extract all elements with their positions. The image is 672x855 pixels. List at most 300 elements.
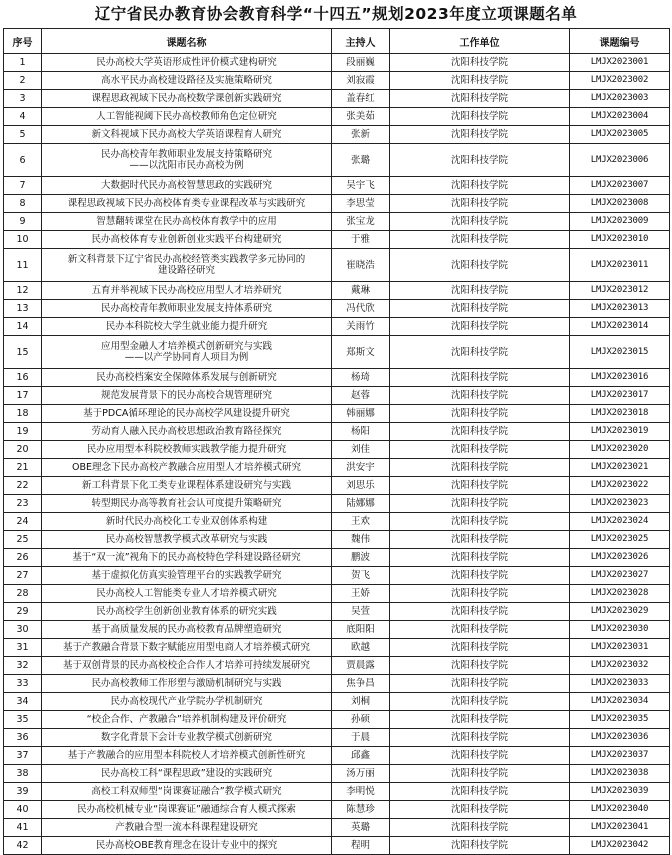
cell-no: 22: [4, 477, 42, 495]
cell-host: 于晨: [332, 729, 390, 747]
cell-no: 34: [4, 693, 42, 711]
cell-name: [42, 441, 332, 459]
cell-name: [42, 531, 332, 549]
cell-no: 18: [4, 405, 42, 423]
cell-host: 刘思乐: [332, 477, 390, 495]
cell-name-line1: 民办高校学生创新创业教育体系的研究实践: [96, 606, 277, 617]
cell-code: LMJX2023001: [570, 54, 670, 72]
cell-no: 6: [4, 144, 42, 177]
cell-host: 底阳阳: [332, 621, 390, 639]
cell-host: 贾晨露: [332, 657, 390, 675]
table-row: [4, 693, 670, 711]
cell-unit: 沈阳科技学院: [390, 531, 570, 549]
cell-no: 27: [4, 567, 42, 585]
cell-code: LMJX2023034: [570, 693, 670, 711]
table-row: [4, 231, 670, 249]
table-row: [4, 126, 670, 144]
table-row: [4, 459, 670, 477]
cell-host: 刘佳: [332, 441, 390, 459]
cell-name: [42, 177, 332, 195]
table-header-row: [4, 29, 670, 54]
cell-code: LMJX2023026: [570, 549, 670, 567]
cell-no: 4: [4, 108, 42, 126]
table-row: [4, 177, 670, 195]
cell-host: 刘寂霞: [332, 72, 390, 90]
cell-name-line1: 规范发展背景下的民办高校合规管理研究: [100, 390, 272, 401]
cell-name: [42, 336, 332, 369]
cell-name: [42, 693, 332, 711]
cell-code: LMJX2023003: [570, 90, 670, 108]
cell-name: [42, 801, 332, 819]
cell-name-line1: 民办高校大学英语形成性评价模式建构研究: [96, 57, 277, 68]
cell-code: LMJX2023020: [570, 441, 670, 459]
table-row: [4, 300, 670, 318]
cell-code: LMJX2023037: [570, 747, 670, 765]
cell-no: 21: [4, 459, 42, 477]
cell-name-line1: 高水平民办高校建设路径及实施策略研究: [100, 75, 272, 86]
cell-name-line1: 民办高校青年教师职业发展支持策略研究: [100, 149, 272, 160]
table-row: [4, 675, 670, 693]
cell-no: 7: [4, 177, 42, 195]
cell-name: [42, 783, 332, 801]
cell-name-line1: 智慧翻转课堂在民办高校体育教学中的应用: [96, 216, 277, 227]
cell-no: 38: [4, 765, 42, 783]
cell-no: 11: [4, 249, 42, 282]
cell-name-line1: 基于高质量发展的民办高校教育品牌塑造研究: [91, 624, 282, 635]
cell-name-line1: OBE理念下民办高校产教融合应用型人才培养模式研究: [72, 462, 301, 473]
cell-code: LMJX2023025: [570, 531, 670, 549]
cell-host: 关雨竹: [332, 318, 390, 336]
cell-no: 26: [4, 549, 42, 567]
cell-name-line2: ——以产学协同育人项目为例: [124, 352, 249, 363]
cell-code: LMJX2023007: [570, 177, 670, 195]
cell-name: [42, 126, 332, 144]
cell-unit: 沈阳科技学院: [390, 318, 570, 336]
cell-host: 王娇: [332, 585, 390, 603]
cell-name: [42, 477, 332, 495]
cell-name-line1: 基于双创背景的民办高校校企合作人才培养可持续发展研究: [62, 660, 310, 671]
cell-host: 吴宇飞: [332, 177, 390, 195]
cell-unit: 沈阳科技学院: [390, 144, 570, 177]
cell-no: 42: [4, 837, 42, 855]
cell-host: 欧越: [332, 639, 390, 657]
cell-code: LMJX2023002: [570, 72, 670, 90]
table-row: [4, 711, 670, 729]
table-row: [4, 213, 670, 231]
cell-name-line1: 应用型金融人才培养模式创新研究与实践: [100, 341, 272, 352]
cell-code: LMJX2023018: [570, 405, 670, 423]
cell-code: LMJX2023039: [570, 783, 670, 801]
cell-host: 于雅: [332, 231, 390, 249]
cell-name: [42, 549, 332, 567]
table-row: [4, 765, 670, 783]
header-host: 主持人: [332, 29, 390, 54]
cell-no: 20: [4, 441, 42, 459]
cell-name-line1: 新工科背景下化工类专业课程体系建设研究与实践: [81, 480, 291, 491]
table-row: [4, 387, 670, 405]
cell-name: [42, 819, 332, 837]
table-row: [4, 495, 670, 513]
cell-name: [42, 711, 332, 729]
cell-unit: 沈阳科技学院: [390, 729, 570, 747]
cell-name: [42, 765, 332, 783]
project-table: [3, 28, 670, 855]
table-row: [4, 249, 670, 282]
cell-unit: 沈阳科技学院: [390, 567, 570, 585]
cell-name-line1: 人工智能视阈下民办高校教师角色定位研究: [96, 111, 277, 122]
cell-name-line1: 基于虚拟化仿真实验管理平台的实践教学研究: [91, 570, 282, 581]
cell-no: 31: [4, 639, 42, 657]
cell-name: [42, 513, 332, 531]
cell-unit: 沈阳科技学院: [390, 177, 570, 195]
table-row: [4, 72, 670, 90]
cell-host: 陆娜娜: [332, 495, 390, 513]
cell-code: LMJX2023019: [570, 423, 670, 441]
cell-no: 32: [4, 657, 42, 675]
cell-no: 35: [4, 711, 42, 729]
cell-name-line1: 民办高校人工智能类专业人才培养模式研究: [96, 588, 277, 599]
header-name: 课题名称: [42, 29, 332, 54]
cell-host: 英璐: [332, 819, 390, 837]
table-row: [4, 108, 670, 126]
cell-name-line1: 基于产教融合背景下数字赋能应用型电商人才培养模式研究: [62, 642, 310, 653]
cell-host: 孙硕: [332, 711, 390, 729]
cell-host: 陈慧珍: [332, 801, 390, 819]
cell-name: [42, 282, 332, 300]
cell-no: 25: [4, 531, 42, 549]
cell-unit: 沈阳科技学院: [390, 585, 570, 603]
cell-unit: 沈阳科技学院: [390, 765, 570, 783]
header-unit: 工作单位: [390, 29, 570, 54]
cell-host: 崔晓浩: [332, 249, 390, 282]
cell-no: 37: [4, 747, 42, 765]
cell-code: LMJX2023032: [570, 657, 670, 675]
cell-name-line1: 课程思政视域下民办高校体育类专业课程改革与实践研究: [67, 198, 306, 209]
cell-name: [42, 423, 332, 441]
cell-host: 李思莹: [332, 195, 390, 213]
cell-no: 17: [4, 387, 42, 405]
cell-name: [42, 729, 332, 747]
cell-unit: 沈阳科技学院: [390, 603, 570, 621]
cell-name-line1: 课程思政视域下民办高校数学课创新实践研究: [91, 93, 282, 104]
cell-host: 汤万丽: [332, 765, 390, 783]
cell-name-line1: 基于PDCA循环理论的民办高校学风建设提升研究: [83, 408, 290, 419]
table-row: [4, 282, 670, 300]
cell-host: 张璐: [332, 144, 390, 177]
cell-unit: 沈阳科技学院: [390, 54, 570, 72]
page-title: 辽宁省民办教育协会教育科学“十四五”规划2023年度立项课题名单: [94, 5, 578, 23]
cell-name: [42, 249, 332, 282]
cell-host: 焦争昌: [332, 675, 390, 693]
cell-host: 王欢: [332, 513, 390, 531]
cell-code: LMJX2023040: [570, 801, 670, 819]
table-row: [4, 441, 670, 459]
cell-name: [42, 231, 332, 249]
header-no: 序号: [4, 29, 42, 54]
cell-unit: 沈阳科技学院: [390, 282, 570, 300]
table-row: [4, 336, 670, 369]
cell-host: 刘桐: [332, 693, 390, 711]
cell-host: 李明悦: [332, 783, 390, 801]
cell-host: 洪安宇: [332, 459, 390, 477]
cell-name: [42, 405, 332, 423]
cell-name-line1: 数字化背景下会计专业教学模式创新研究: [100, 732, 272, 743]
cell-unit: 沈阳科技学院: [390, 213, 570, 231]
cell-unit: 沈阳科技学院: [390, 441, 570, 459]
cell-unit: 沈阳科技学院: [390, 477, 570, 495]
cell-code: LMJX2023009: [570, 213, 670, 231]
cell-name-line1: “校企合作、产教融合”培养机制构建及评价研究: [86, 714, 287, 725]
cell-name-line2: 建设路径研究: [157, 265, 215, 276]
cell-no: 15: [4, 336, 42, 369]
cell-code: LMJX2023022: [570, 477, 670, 495]
cell-host: 邱鑫: [332, 747, 390, 765]
cell-name-line1: 转型期民办高等教育社会认可度提升策略研究: [91, 498, 282, 509]
cell-name-line1: 新文科视域下民办高校大学英语课程育人研究: [91, 129, 282, 140]
cell-name: [42, 675, 332, 693]
cell-name-line1: 民办高校档案安全保障体系发展与创新研究: [96, 372, 277, 383]
cell-host: 郑斯文: [332, 336, 390, 369]
cell-code: LMJX2023027: [570, 567, 670, 585]
cell-no: 3: [4, 90, 42, 108]
cell-unit: 沈阳科技学院: [390, 336, 570, 369]
cell-name-line1: 民办高校机械专业“岗课赛证”融通综合育人模式探索: [77, 804, 296, 815]
cell-unit: 沈阳科技学院: [390, 369, 570, 387]
table-row: [4, 54, 670, 72]
cell-unit: 沈阳科技学院: [390, 405, 570, 423]
cell-unit: 沈阳科技学院: [390, 819, 570, 837]
cell-code: LMJX2023038: [570, 765, 670, 783]
cell-code: LMJX2023017: [570, 387, 670, 405]
cell-unit: 沈阳科技学院: [390, 195, 570, 213]
cell-no: 33: [4, 675, 42, 693]
cell-unit: 沈阳科技学院: [390, 639, 570, 657]
table-row: [4, 819, 670, 837]
cell-code: LMJX2023004: [570, 108, 670, 126]
table-row: [4, 423, 670, 441]
cell-code: LMJX2023031: [570, 639, 670, 657]
cell-name: [42, 213, 332, 231]
cell-name-line1: 新时代民办高校化工专业双创体系构建: [105, 516, 268, 527]
cell-name-line2: ——以沈阳市民办高校为例: [129, 160, 244, 171]
cell-unit: 沈阳科技学院: [390, 231, 570, 249]
cell-name-line1: 劳动育人融入民办高校思想政治教育路径探究: [91, 426, 282, 437]
cell-name-line1: 民办高校智慧教学模式改革研究与实践: [105, 534, 268, 545]
table-row: [4, 195, 670, 213]
cell-no: 36: [4, 729, 42, 747]
cell-unit: 沈阳科技学院: [390, 513, 570, 531]
cell-host: 魏伟: [332, 531, 390, 549]
cell-unit: 沈阳科技学院: [390, 675, 570, 693]
cell-name-line1: 高校工科双师型“岗课赛证融合”教学模式研究: [91, 786, 282, 797]
cell-code: LMJX2023035: [570, 711, 670, 729]
cell-name: [42, 300, 332, 318]
cell-name: [42, 54, 332, 72]
cell-no: 8: [4, 195, 42, 213]
cell-host: 张宝龙: [332, 213, 390, 231]
cell-host: 程明: [332, 837, 390, 855]
cell-unit: 沈阳科技学院: [390, 423, 570, 441]
cell-unit: 沈阳科技学院: [390, 837, 570, 855]
cell-host: 贺飞: [332, 567, 390, 585]
cell-host: 韩丽娜: [332, 405, 390, 423]
cell-code: LMJX2023012: [570, 282, 670, 300]
cell-name: [42, 657, 332, 675]
cell-code: LMJX2023036: [570, 729, 670, 747]
cell-no: 10: [4, 231, 42, 249]
cell-no: 19: [4, 423, 42, 441]
cell-code: LMJX2023029: [570, 603, 670, 621]
cell-name-line1: 民办高校教师工作形塑与激励机制研究与实践: [91, 678, 282, 689]
cell-code: LMJX2023041: [570, 819, 670, 837]
cell-name: [42, 837, 332, 855]
cell-name: [42, 72, 332, 90]
cell-no: 1: [4, 54, 42, 72]
cell-name: [42, 603, 332, 621]
cell-code: LMJX2023014: [570, 318, 670, 336]
cell-code: LMJX2023006: [570, 144, 670, 177]
table-row: [4, 603, 670, 621]
cell-code: LMJX2023005: [570, 126, 670, 144]
cell-host: 杨琦: [332, 369, 390, 387]
table-row: [4, 567, 670, 585]
cell-no: 13: [4, 300, 42, 318]
table-row: [4, 657, 670, 675]
cell-name-line1: 民办高校工科“课程思政”建设的实践研究: [100, 768, 273, 779]
table-row: [4, 90, 670, 108]
cell-code: LMJX2023021: [570, 459, 670, 477]
table-row: [4, 729, 670, 747]
cell-unit: 沈阳科技学院: [390, 693, 570, 711]
cell-no: 30: [4, 621, 42, 639]
cell-unit: 沈阳科技学院: [390, 387, 570, 405]
cell-no: 16: [4, 369, 42, 387]
cell-no: 2: [4, 72, 42, 90]
table-row: [4, 747, 670, 765]
cell-code: LMJX2023030: [570, 621, 670, 639]
cell-name-line1: 五育并举视域下民办高校应用型人才培养研究: [91, 285, 282, 296]
cell-no: 14: [4, 318, 42, 336]
table-row: [4, 369, 670, 387]
cell-host: 吴萱: [332, 603, 390, 621]
cell-unit: 沈阳科技学院: [390, 108, 570, 126]
cell-no: 41: [4, 819, 42, 837]
cell-code: LMJX2023008: [570, 195, 670, 213]
table-row: [4, 801, 670, 819]
table-body: [4, 54, 670, 855]
cell-host: 赵蓉: [332, 387, 390, 405]
cell-host: 张新: [332, 126, 390, 144]
cell-name-line1: 基于产教融合的应用型本科院校人才培养模式创新性研究: [67, 750, 306, 761]
cell-unit: 沈阳科技学院: [390, 657, 570, 675]
cell-name: [42, 387, 332, 405]
cell-name: [42, 459, 332, 477]
cell-unit: 沈阳科技学院: [390, 549, 570, 567]
cell-name: [42, 318, 332, 336]
cell-host: 杨阳: [332, 423, 390, 441]
cell-name-line1: 基于“双一流”视角下的民办高校特色学科建设路径研究: [72, 552, 301, 563]
cell-no: 39: [4, 783, 42, 801]
cell-name-line1: 民办高校OBE教育理念在设计专业中的探究: [95, 840, 278, 851]
cell-name-line1: 产教融合型一流本科课程建设研究: [115, 822, 258, 833]
cell-code: LMJX2023015: [570, 336, 670, 369]
cell-no: 28: [4, 585, 42, 603]
cell-name: [42, 585, 332, 603]
cell-name: [42, 639, 332, 657]
cell-name: [42, 144, 332, 177]
table-row: [4, 549, 670, 567]
cell-host: 鹏波: [332, 549, 390, 567]
cell-name: [42, 495, 332, 513]
cell-no: 5: [4, 126, 42, 144]
cell-name-line1: 民办应用型本科院校教师实践教学能力提升研究: [86, 444, 287, 455]
cell-unit: 沈阳科技学院: [390, 459, 570, 477]
cell-code: LMJX2023033: [570, 675, 670, 693]
cell-name-line1: 新文科背景下辽宁省民办高校经管类实践教学多元协同的: [67, 254, 306, 265]
table-row: [4, 585, 670, 603]
cell-name: [42, 567, 332, 585]
cell-code: LMJX2023010: [570, 231, 670, 249]
cell-host: 盖春红: [332, 90, 390, 108]
cell-no: 9: [4, 213, 42, 231]
cell-code: LMJX2023042: [570, 837, 670, 855]
cell-host: 段丽巍: [332, 54, 390, 72]
table-row: [4, 783, 670, 801]
cell-unit: 沈阳科技学院: [390, 249, 570, 282]
table-row: [4, 531, 670, 549]
cell-code: LMJX2023023: [570, 495, 670, 513]
header-code: 课题编号: [570, 29, 670, 54]
table-row: [4, 144, 670, 177]
table-row: [4, 621, 670, 639]
cell-unit: 沈阳科技学院: [390, 126, 570, 144]
cell-name: [42, 108, 332, 126]
cell-unit: 沈阳科技学院: [390, 801, 570, 819]
cell-no: 23: [4, 495, 42, 513]
cell-unit: 沈阳科技学院: [390, 72, 570, 90]
cell-unit: 沈阳科技学院: [390, 783, 570, 801]
cell-no: 40: [4, 801, 42, 819]
cell-name: [42, 747, 332, 765]
table-row: [4, 513, 670, 531]
cell-name-line1: 民办高校现代产业学院办学机制研究: [110, 696, 263, 707]
cell-name-line1: 大数据时代民办高校智慧思政的实践研究: [100, 180, 272, 191]
table-row: [4, 837, 670, 855]
cell-unit: 沈阳科技学院: [390, 300, 570, 318]
cell-name: [42, 195, 332, 213]
cell-code: LMJX2023011: [570, 249, 670, 282]
cell-host: 冯代欣: [332, 300, 390, 318]
cell-host: 戴琳: [332, 282, 390, 300]
cell-unit: 沈阳科技学院: [390, 621, 570, 639]
cell-unit: 沈阳科技学院: [390, 747, 570, 765]
cell-code: LMJX2023013: [570, 300, 670, 318]
cell-name: [42, 369, 332, 387]
cell-name: [42, 90, 332, 108]
cell-unit: 沈阳科技学院: [390, 495, 570, 513]
cell-unit: 沈阳科技学院: [390, 711, 570, 729]
table-row: [4, 639, 670, 657]
table-row: [4, 318, 670, 336]
cell-code: LMJX2023016: [570, 369, 670, 387]
cell-name-line1: 民办高校青年教师职业发展支持体系研究: [100, 303, 272, 314]
cell-host: 张美茹: [332, 108, 390, 126]
cell-name-line1: 民办高校体育专业创新创业实践平台构建研究: [91, 234, 282, 245]
cell-unit: 沈阳科技学院: [390, 90, 570, 108]
cell-no: 12: [4, 282, 42, 300]
cell-name: [42, 621, 332, 639]
cell-code: LMJX2023024: [570, 513, 670, 531]
